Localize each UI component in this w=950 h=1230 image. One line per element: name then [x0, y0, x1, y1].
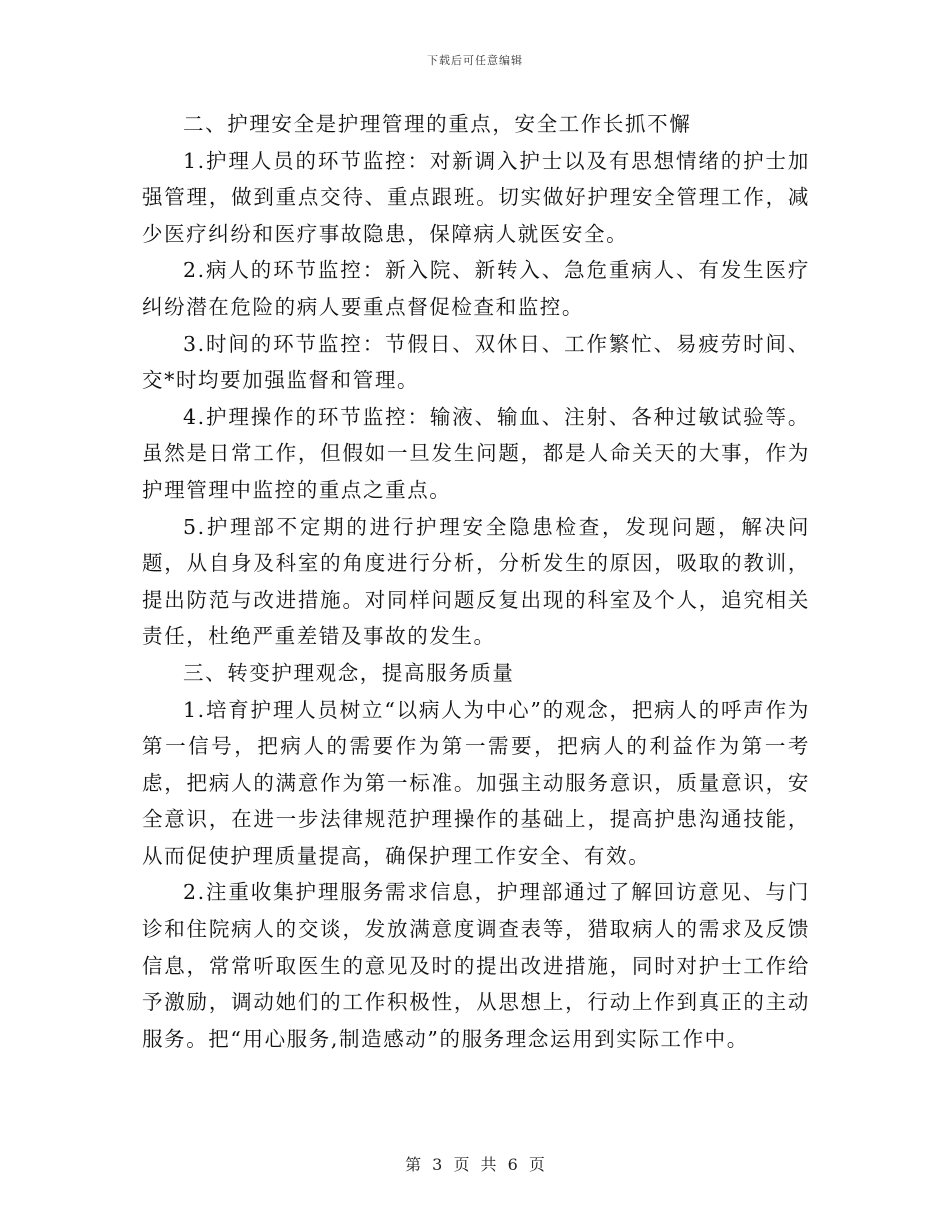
page-number: 第 3 页 共 6 页 — [405, 1155, 545, 1174]
document-body — [142, 106, 810, 1057]
paragraph-time-monitoring: 3.时间的环节监控：节假日、双休日、工作繁忙、易疲劳时间、交*时均要加强监督和管理。 — [142, 331, 810, 393]
paragraph-patient-monitoring: 2.病人的环节监控：新入院、新转入、急危重病人、有发生医疗纠纷潜在危险的病人要重点督促检查和监控。 — [142, 258, 810, 319]
section-heading-3: 三、转变护理观念，提高服务质量 — [183, 660, 515, 685]
paragraph-staff-monitoring: 1.护理人员的环节监控：对新调入护士以及有思想情绪的护士加强管理，做到重点交待、重点跟班。切实做好护理安全管理工作，减少医疗纠纷和医疗事故隐患，保障病人就医安全。 — [142, 148, 810, 246]
page-header: 下载后可任意编辑 — [427, 54, 523, 67]
paragraph-safety-inspection: 5.护理部不定期的进行护理安全隐患检查，发现问题，解决问题，从自身及科室的角度进行分析，分析发生的原因，吸取的教训，提出防范与改进措施。对同样问题反复出现的科室及个人，追究相关责任，杜绝严重差错及事故的发生。 — [142, 514, 810, 649]
section-heading-2: 二、护理安全是护理管理的重点，安全工作长抓不懈 — [183, 112, 692, 136]
paragraph-operation-monitoring: 4.护理操作的环节监控：输液、输血、注射、各种过敏试验等。虽然是日常工作，但假如一旦发生问题，都是人命关天的大事，作为护理管理中监控的重点之重点。 — [142, 404, 810, 502]
paragraph-service-feedback: 2.注重收集护理服务需求信息，护理部通过了解回访意见、与门诊和住院病人的交谈，发放满意度调查表等，猎取病人的需求及反馈信息，常常听取医生的意见及时的提出改进措施，同时对护士工作给予激励，调动她们的工作积极性，从思想上，行动上作到真正的主动服务。把“用心服务,制造感动”的服务理念运用到实际工作中。 — [142, 880, 810, 1051]
paragraph-patient-centered: 1.培育护理人员树立“以病人为中心”的观念，把病人的呼声作为第一信号，把病人的需要作为第一需要，把病人的利益作为第一考虑，把病人的满意作为第一标准。加强主动服务意识，质量意识，安全意识，在进一步法律规范护理操作的基础上，提高护患沟通技能，从而促使护理质量提高，确保护理工作安全、有效。 — [142, 697, 810, 868]
